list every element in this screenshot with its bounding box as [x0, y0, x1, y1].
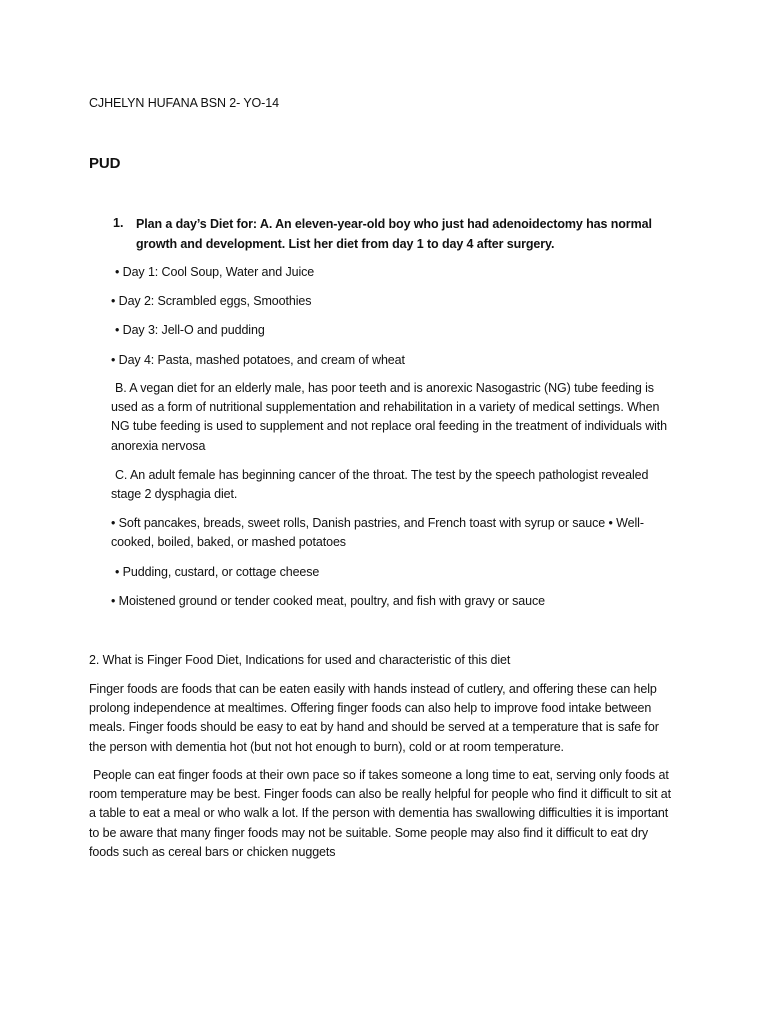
author-line: CJHELYN HUFANA BSN 2- YO-14 — [89, 96, 279, 110]
question-2-heading: 2. What is Finger Food Diet, Indications for used and characteristic of this diet — [89, 653, 511, 667]
day-2-item: • Day 2: Scrambled eggs, Smoothies — [111, 294, 312, 308]
question-1-prompt: Plan a day’s Diet for: A. An eleven-year-old boy who just had adenoidectomy has normal growth and development. List her diet from day 1 to day 4 after surgery. — [136, 217, 652, 251]
question-2-paragraph-2: People can eat finger foods at their own pace so if takes someone a long time to eat, serving only foods at room temperature may be best. Finger foods can also be really helpful for people who find it difficult to sit at a table to eat a meal or who walk a lot. If the person with dementia has swallowing difficulties it is important to be aware that many finger foods may not be suitable. Some people may also find it difficult to eat dry foods such as cereal bars or chicken nuggets — [89, 768, 671, 859]
part-c-item-3: • Moistened ground or tender cooked meat, poultry, and fish with gravy or sauce — [111, 594, 545, 608]
day-1-item: • Day 1: Cool Soup, Water and Juice — [115, 265, 315, 279]
question-1-number: 1. — [113, 216, 124, 230]
part-b-paragraph: B. A vegan diet for an elderly male, has poor teeth and is anorexic Nasogastric (NG) tube feeding is used as a form of nutritional supplementation and rehabilitation in a variety of medical settings. When NG tube feeding is used to supplement and not replace oral feeding in the treatment of individuals with anorexia nervosa — [111, 381, 668, 453]
question-2-paragraph-1: Finger foods are foods that can be eaten easily with hands instead of cutlery, and offering these can help prolong independence at mealtimes. Offering finger foods can also help to improve food intake between meals. Finger foods should be easy to eat by hand and should be served at a temperature that is safe for the person with dementia hot (but not hot enough to burn), cold or at room temperature. — [89, 682, 659, 754]
day-4-item: • Day 4: Pasta, mashed potatoes, and cream of wheat — [111, 353, 405, 367]
part-c-paragraph: C. An adult female has beginning cancer of the throat. The test by the speech pathologist revealed stage 2 dysphagia diet. — [111, 468, 649, 502]
page-title: PUD — [89, 155, 121, 172]
part-c-item-1: • Soft pancakes, breads, sweet rolls, Danish pastries, and French toast with syrup or sauce • Well-cooked, boiled, baked, or mashed potatoes — [111, 516, 644, 550]
day-3-item: • Day 3: Jell-O and pudding — [115, 323, 265, 337]
part-c-item-2: • Pudding, custard, or cottage cheese — [115, 565, 320, 579]
